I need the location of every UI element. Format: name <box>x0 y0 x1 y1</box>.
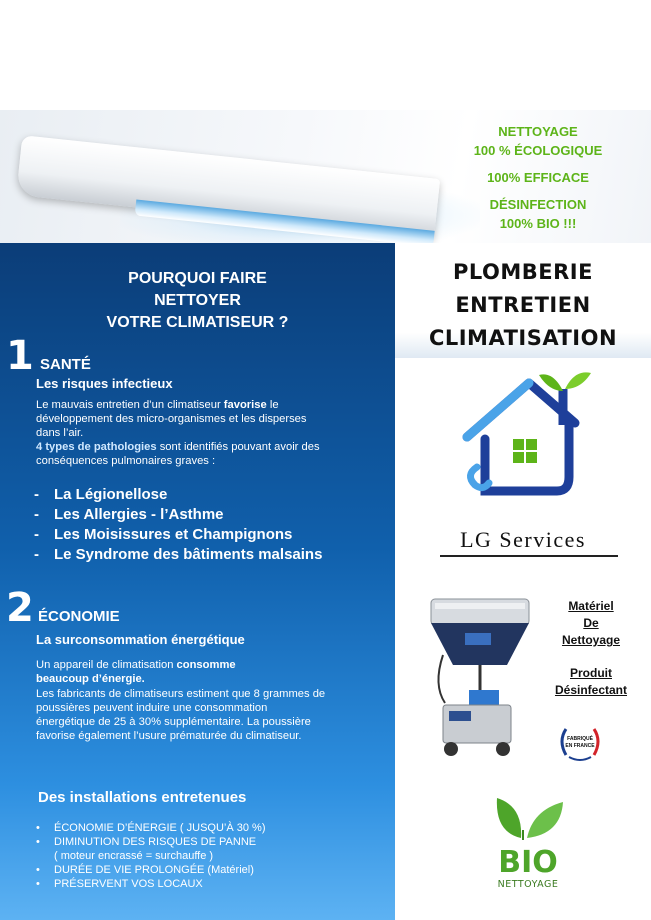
section-subheading: Les risques infectieux <box>36 376 173 391</box>
list-item <box>34 821 354 835</box>
disease-label: Les Moisissures et Champignons <box>54 526 293 543</box>
equipment-line: Matériel <box>568 599 614 613</box>
air-conditioner-image <box>14 135 441 243</box>
benefit-label: DURÉE DE VIE PROLONGÉE (Matériel) <box>54 864 254 876</box>
services-title <box>395 256 651 355</box>
left-panel <box>0 243 395 920</box>
made-in-france-badge-icon <box>556 721 604 763</box>
dash: - <box>34 506 39 523</box>
list-item <box>34 505 322 525</box>
section-number-2: 2 <box>6 585 34 631</box>
disease-label: Les Allergies - l’Asthme <box>54 506 224 523</box>
disease-label: Le Syndrome des bâtiments malsains <box>54 546 323 563</box>
right-header <box>395 243 651 358</box>
equipment-line: Désinfectant <box>554 683 628 697</box>
title-line: VOTRE CLIMATISEUR ? <box>106 314 289 331</box>
section-heading-installations: Des installations entretenues <box>38 789 247 806</box>
svg-text:FABRIQUÉ: FABRIQUÉ <box>567 736 593 742</box>
bullet: • <box>36 878 40 890</box>
bio-cleaning-logo-icon <box>483 788 573 893</box>
economie-paragraph-2: Les fabricants de climatiseurs estiment que 8 grammes de poussières peuvent induire une consommation énergétique de 25 à 30% supplémentaire. La poussière favorise également l’usure prématurée du climatiseur. <box>36 688 326 742</box>
benefit-label: ( moteur encrassé = surchauffe ) <box>54 850 214 862</box>
svg-text:EN FRANCE: EN FRANCE <box>565 743 595 749</box>
house-logo-icon <box>457 367 597 507</box>
hero-line: 100% EFFICACE <box>487 170 589 185</box>
brand-name: LG Services <box>460 527 586 552</box>
benefit-label: ÉCONOMIE D’ÉNERGIE ( JUSQU’À 30 %) <box>54 822 266 834</box>
text-highlight: 4 types de pathologies <box>36 441 157 453</box>
sante-paragraph-2 <box>36 440 336 468</box>
list-item <box>34 545 322 565</box>
equipment-labels <box>535 598 647 699</box>
dash: - <box>34 526 39 543</box>
hero-claims <box>453 122 623 233</box>
cleaning-machine-image <box>425 595 535 760</box>
hero-line: DÉSINFECTION <box>489 197 587 212</box>
title-line: ENTRETIEN <box>455 293 591 317</box>
hero-line: NETTOYAGE <box>498 124 578 139</box>
hero-line: 100% BIO !!! <box>499 216 577 231</box>
svg-text:BIO: BIO <box>498 845 558 880</box>
disease-label: La Légionellose <box>54 486 168 503</box>
left-title <box>0 268 395 334</box>
title-line: POURQUOI FAIRE <box>128 270 267 287</box>
right-panel <box>395 243 651 920</box>
dash: - <box>34 546 39 563</box>
brand-underline <box>440 555 618 557</box>
title-line: PLOMBERIE <box>453 260 593 284</box>
list-item <box>34 485 322 505</box>
text: le développement des micro-organismes et les disperses dans l’air. <box>36 399 307 439</box>
equipment-line: De <box>583 616 599 630</box>
list-item <box>34 525 322 545</box>
section-heading-sante: SANTÉ <box>40 356 91 373</box>
text: sont identifiés pouvant avoir des conséquences pulmonaires graves : <box>36 441 320 467</box>
benefit-label: DIMINUTION DES RISQUES DE PANNE <box>54 836 257 848</box>
equipment-line: Nettoyage <box>561 633 620 647</box>
bullet: • <box>36 822 40 834</box>
text: Un appareil de climatisation <box>36 659 177 671</box>
title-line: NETTOYER <box>154 292 241 309</box>
list-item <box>34 849 354 863</box>
text-bold: consomme beaucoup d’énergie. <box>36 659 236 685</box>
title-line: CLIMATISATION <box>428 326 618 350</box>
sante-paragraph-1 <box>36 398 326 440</box>
bullet: • <box>36 864 40 876</box>
section-subheading: La surconsommation énergétique <box>36 632 245 647</box>
list-item <box>34 877 354 891</box>
dash: - <box>34 486 39 503</box>
hero-banner <box>0 110 651 243</box>
section-number-1: 1 <box>6 333 34 379</box>
disease-list <box>34 485 322 565</box>
benefit-label: PRÉSERVENT VOS LOCAUX <box>54 878 203 890</box>
hero-line: 100 % ÉCOLOGIQUE <box>473 143 603 158</box>
list-item <box>34 863 354 877</box>
bullet: • <box>36 836 40 848</box>
text: Le mauvais entretien d’un climatiseur <box>36 399 224 411</box>
benefits-list <box>34 821 354 891</box>
svg-text:NETTOYAGE: NETTOYAGE <box>497 879 559 890</box>
list-item <box>34 835 354 849</box>
economie-paragraph-1 <box>36 658 286 686</box>
section-heading-economie: ÉCONOMIE <box>38 608 120 625</box>
text-bold: favorise <box>223 399 267 411</box>
equipment-line: Produit <box>570 666 612 680</box>
